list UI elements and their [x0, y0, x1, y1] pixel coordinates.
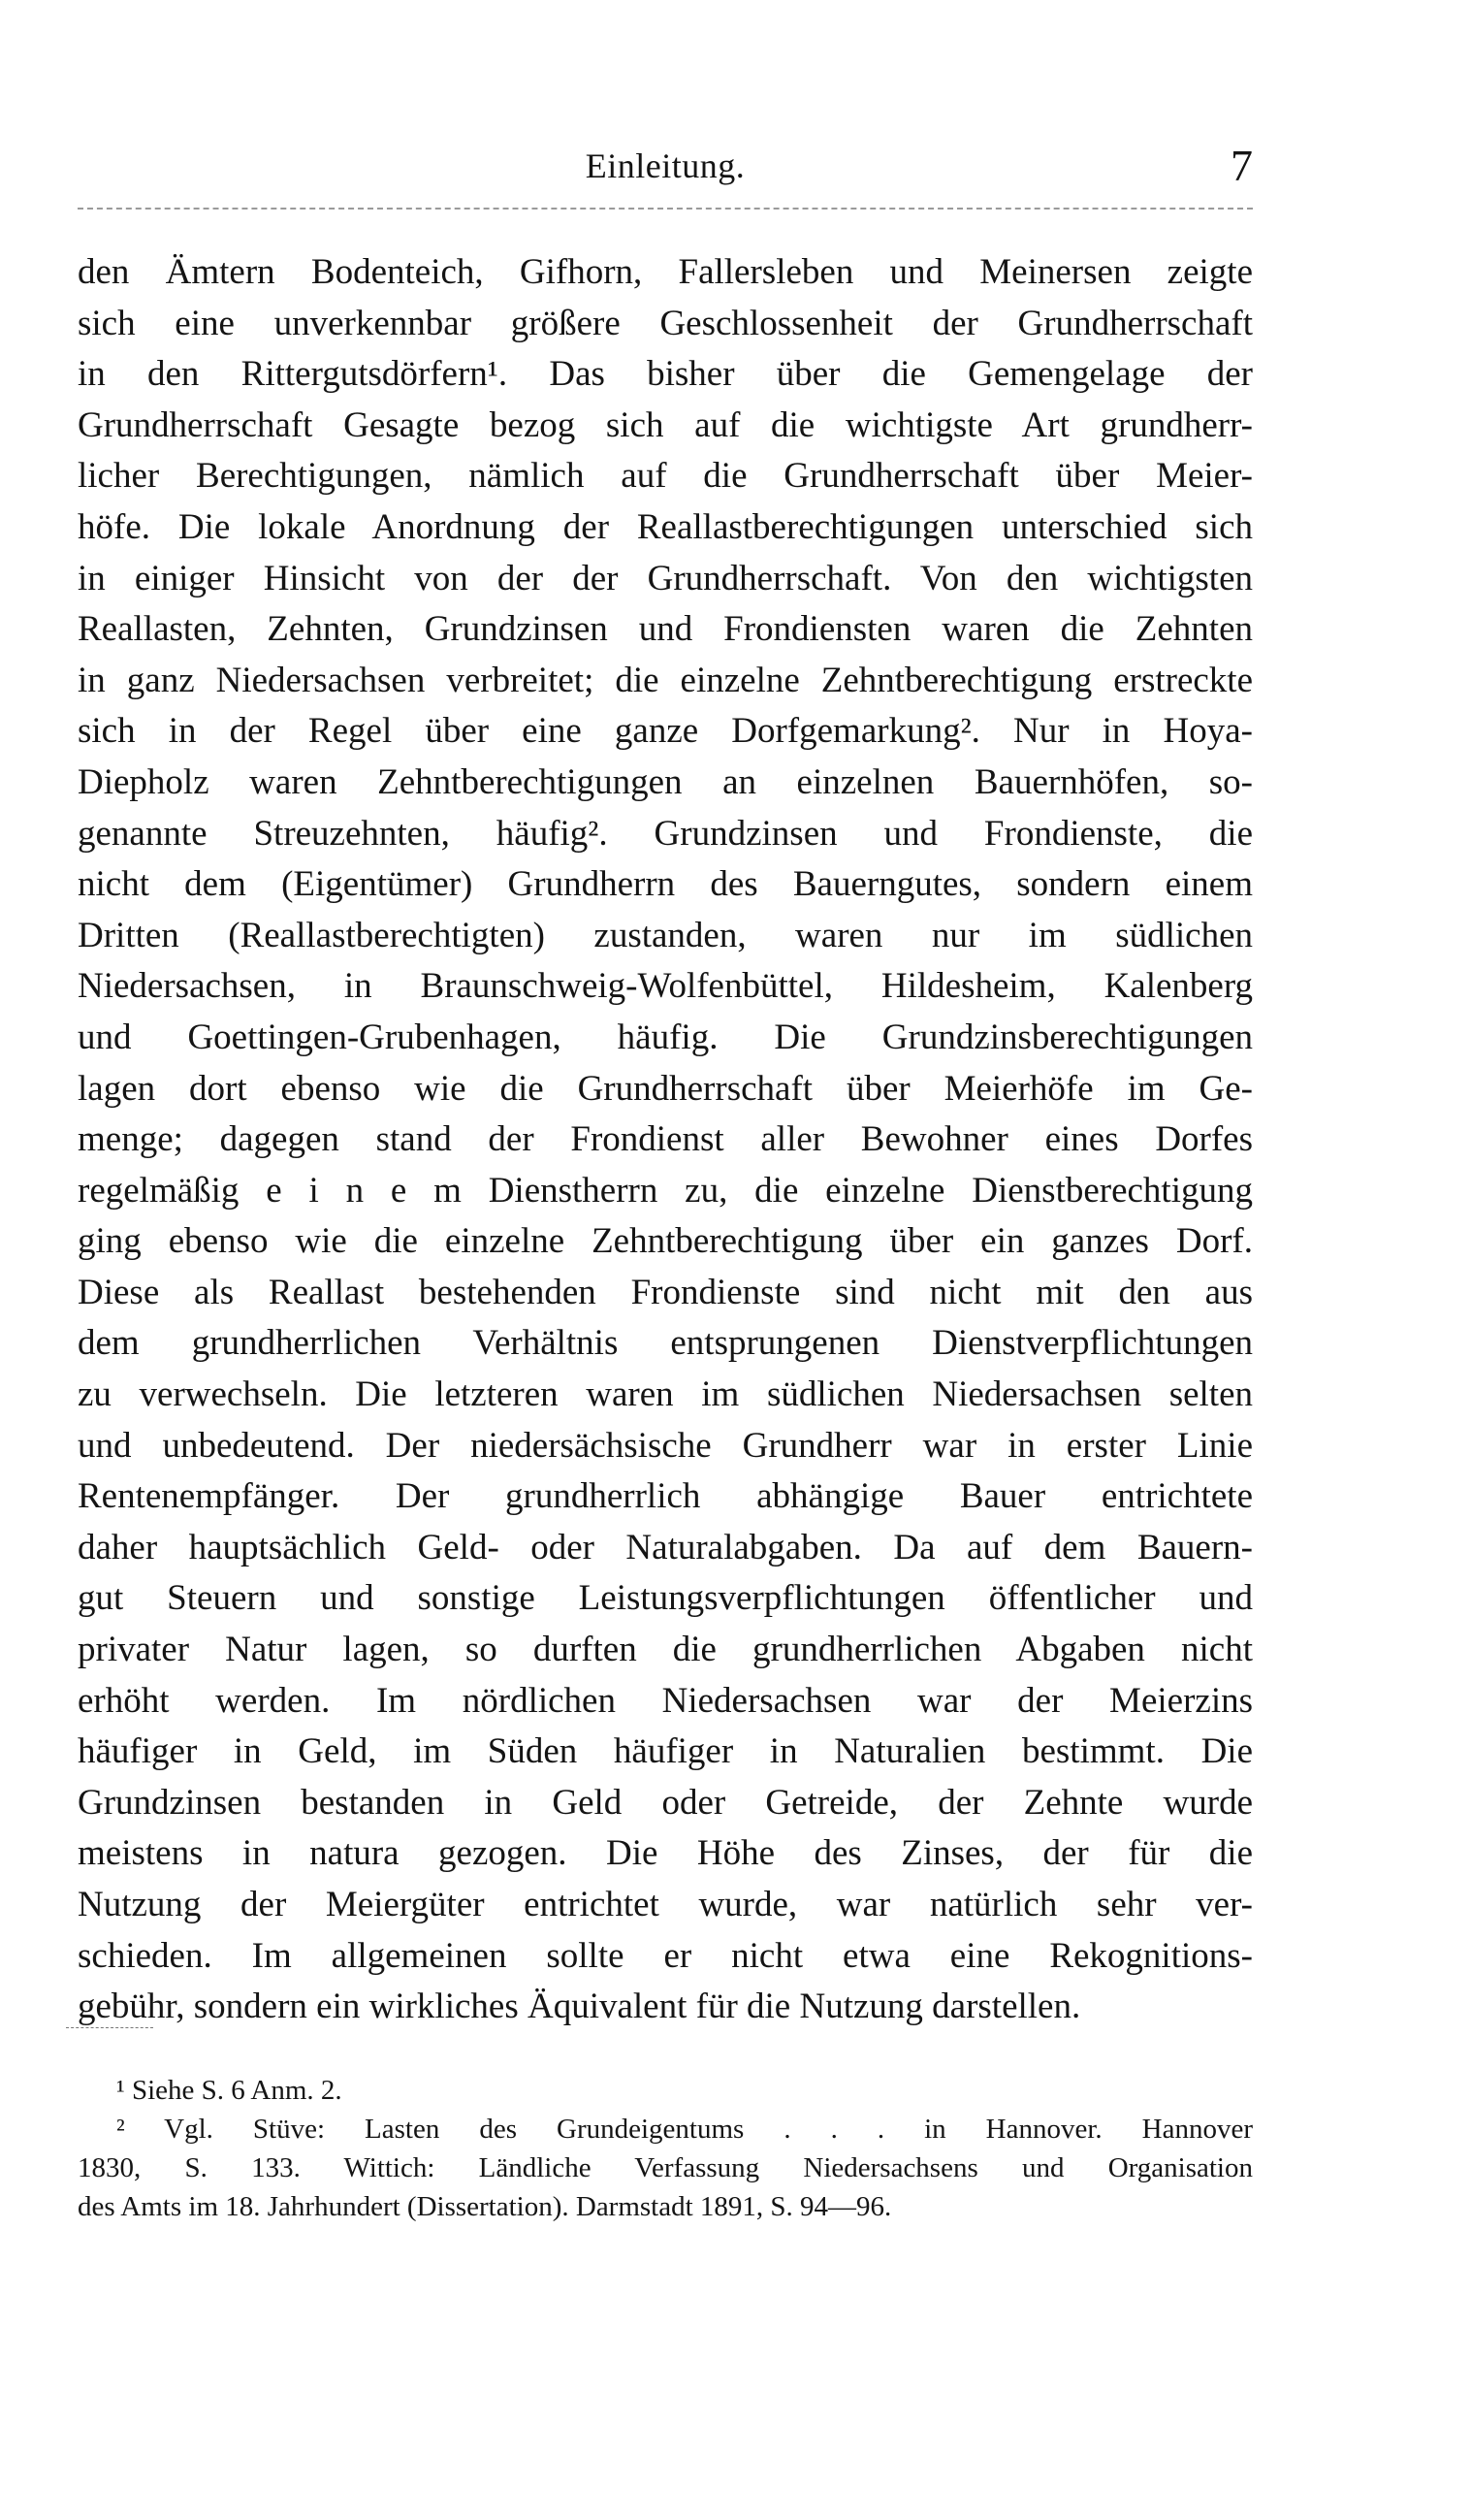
text-line: in ganz Niedersachsen verbreitet; die einzelne Zehntberechtigung erstreckte: [78, 660, 1253, 700]
footnote-line: des Amts im 18. Jahrhundert (Dissertation). Darmstadt 1891, S. 94—96.: [78, 2191, 892, 2222]
text-line: erhöht werden. Im nördlichen Niedersachsen war der Meierzins: [78, 1680, 1253, 1721]
footnote-line: 1830, S. 133. Wittich: Ländliche Verfassung Niedersachsens und Organisation: [78, 2152, 1253, 2183]
text-line: menge; dagegen stand der Frondienst aller Bewohner eines Dorfes: [78, 1119, 1253, 1160]
chapter-title: Einleitung.: [585, 146, 746, 185]
text-line: gebühr, sondern ein wirkliches Äquivalent für die Nutzung darstellen.: [78, 1987, 1081, 2027]
text-line: höfe. Die lokale Anordnung der Reallastberechtigungen unterschied sich: [78, 506, 1253, 547]
text-line: privater Natur lagen, so durften die grundherrlichen Abgaben nicht: [78, 1630, 1253, 1670]
header-rule: [78, 208, 1253, 210]
text-line: nicht dem (Eigentümer) Grundherrn des Bauerngutes, sondern einem: [78, 864, 1253, 905]
text-line: in den Rittergutsdörfern¹. Das bisher über die Gemengelage der: [78, 354, 1253, 395]
text-line: Niedersachsen, in Braunschweig-Wolfenbüttel, Hildesheim, Kalenberg: [78, 966, 1253, 1007]
text-line: Dritten (Reallastberechtigten) zustanden, waren nur im südlichen: [78, 915, 1253, 955]
text-line: und unbedeutend. Der niedersächsische Grundherr war in erster Linie: [78, 1425, 1253, 1466]
footnote-line: ¹ Siehe S. 6 Anm. 2.: [116, 2075, 342, 2106]
body-text: [78, 247, 1253, 2033]
text-line: Reallasten, Zehnten, Grundzinsen und Frondiensten waren die Zehnten: [78, 609, 1253, 650]
text-line: Rentenempfänger. Der grundherrlich abhängige Bauer entrichtete: [78, 1476, 1253, 1517]
text-line: licher Berechtigungen, nämlich auf die Grundherrschaft über Meier-: [78, 456, 1253, 497]
text-line: regelmäßig e i n e m Dienstherrn zu, die einzelne Dienstberechtigung: [78, 1170, 1253, 1211]
text-line: den Ämtern Bodenteich, Gifhorn, Fallersleben und Meinersen zeigte: [78, 252, 1253, 292]
footnote-separator: [66, 2027, 153, 2028]
text-line: sich eine unverkennbar größere Geschlossenheit der Grundherrschaft: [78, 303, 1253, 343]
page-number: 7: [1231, 141, 1253, 190]
running-head: [78, 141, 1253, 194]
text-line: Grundzinsen bestanden in Geld oder Getreide, der Zehnte wurde: [78, 1782, 1253, 1823]
text-line: schieden. Im allgemeinen sollte er nicht etwa eine Rekognitions-: [78, 1935, 1253, 1976]
text-line: meistens in natura gezogen. Die Höhe des Zinses, der für die: [78, 1833, 1253, 1874]
text-line: Nutzung der Meiergüter entrichtet wurde, war natürlich sehr ver-: [78, 1885, 1253, 1924]
text-line: Diepholz waren Zehntberechtigungen an einzelnen Bauernhöfen, so-: [78, 761, 1253, 802]
text-line: genannte Streuzehnten, häufig². Grundzinsen und Frondienste, die: [78, 813, 1253, 854]
footnote-line: ² Vgl. Stüve: Lasten des Grundeigentums . . . in Hannover. Hannover: [116, 2114, 1253, 2145]
text-line: zu verwechseln. Die letzteren waren im südlichen Niedersachsen selten: [78, 1374, 1253, 1415]
text-line: in einiger Hinsicht von der der Grundherrschaft. Von den wichtigsten: [78, 558, 1253, 598]
text-line: dem grundherrlichen Verhältnis entsprungenen Dienstverpflichtungen: [78, 1323, 1253, 1364]
text-line: Grundherrschaft Gesagte bezog sich auf die wichtigste Art grundherr-: [78, 404, 1253, 445]
text-line: daher hauptsächlich Geld- oder Naturalabgaben. Da auf dem Bauern-: [78, 1527, 1253, 1567]
text-line: Diese als Reallast bestehenden Frondienste sind nicht mit den aus: [78, 1272, 1253, 1312]
text-line: ging ebenso wie die einzelne Zehntberechtigung über ein ganzes Dorf.: [78, 1221, 1253, 1262]
text-line: und Goettingen-Grubenhagen, häufig. Die Grundzinsberechtigungen: [78, 1017, 1253, 1057]
text-line: häufiger in Geld, im Süden häufiger in Naturalien bestimmt. Die: [78, 1731, 1253, 1772]
text-line: sich in der Regel über eine ganze Dorfgemarkung². Nur in Hoya-: [78, 711, 1253, 752]
text-line: lagen dort ebenso wie die Grundherrschaft über Meierhöfe im Ge-: [78, 1068, 1253, 1109]
text-line: gut Steuern und sonstige Leistungsverpflichtungen öffentlicher und: [78, 1578, 1253, 1619]
footnotes: [78, 2071, 1253, 2226]
